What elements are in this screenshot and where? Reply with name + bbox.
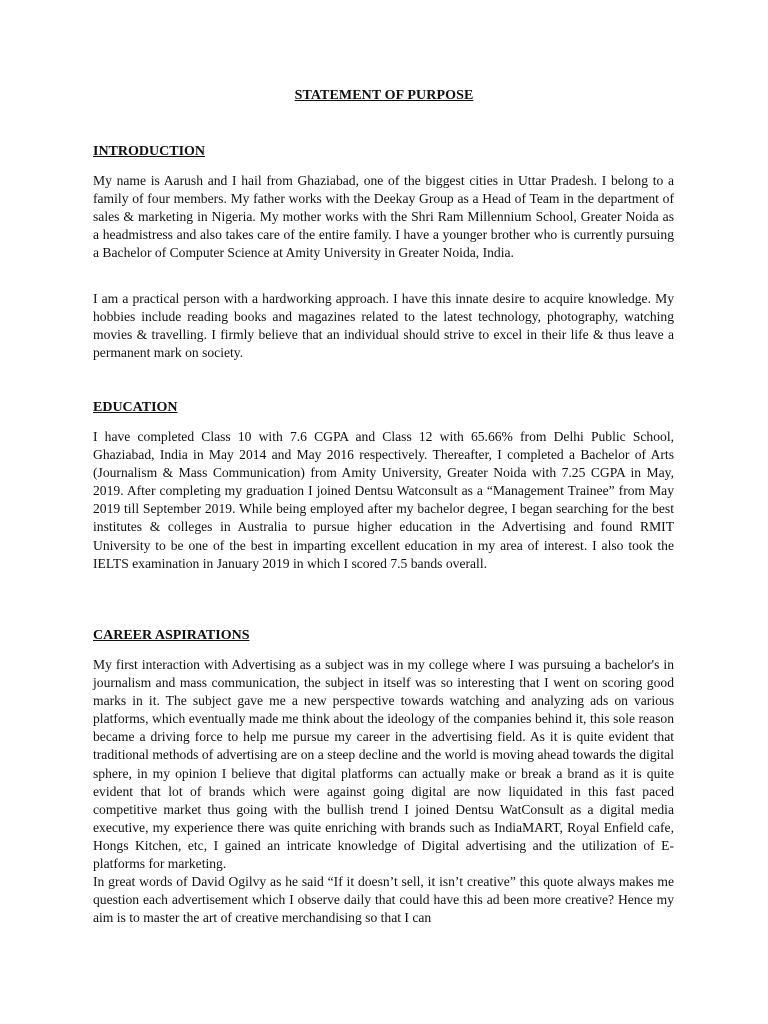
- section-heading-career-aspirations: CAREER ASPIRATIONS: [93, 628, 250, 643]
- education-paragraph: I have completed Class 10 with 7.6 CGPA and Class 12 with 65.66% from Delhi Public School, Ghaziabad, India in May 2014 and May 2016 respectively. Thereafter, I completed a Bachelor of Arts (Journalism & Mass Communication) from Amity University, Greater Noida with 7.25 CGPA in May, 2019. After completing my graduation I joined Dentsu Watconsult as a “Management Trainee” from May 2019 till September 2019. While being employed after my bachelor degree, I began searching for the best institutes & colleges in Australia to pursue higher education in the Advertising and found RMIT University to be one of the best in imparting excellent education in my area of interest. I also took the IELTS examination in January 2019 in which I scored 7.5 bands overall.: [93, 429, 674, 571]
- section-heading-introduction: INTRODUCTION: [93, 144, 206, 159]
- document-title: STATEMENT OF PURPOSE: [294, 88, 474, 103]
- introduction-paragraph-2: I am a practical person with a hardworking approach. I have this innate desire to acquire knowledge. My hobbies include reading books and magazines related to the latest technology, photography, watching movies & travelling. I firmly believe that an individual should strive to excel in their life & thus leave a permanent mark on society.: [93, 291, 674, 361]
- career-aspirations-paragraph-2: In great words of David Ogilvy as he said “If it doesn’t sell, it isn’t creative” this quote always makes me question each advertisement which I observe daily that could have this ad been more creative? Hence my aim is to master the art of creative merchandising so that I can: [93, 874, 674, 926]
- section-heading-education: EDUCATION: [93, 400, 178, 415]
- introduction-paragraph-1: My name is Aarush and I hail from Ghaziabad, one of the biggest cities in Uttar Pradesh. I belong to a family of four members. My father works with the Deekay Group as a Head of Team in the department of sales & marketing in Nigeria. My mother works with the Shri Ram Millennium School, Greater Noida as a headmistress and also takes care of the entire family. I have a younger brother who is currently pursuing a Bachelor of Computer Science at Amity University in Greater Noida, India.: [93, 173, 674, 261]
- career-aspirations-paragraph-1: My first interaction with Advertising as a subject was in my college where I was pursuing a bachelor's in journalism and mass communication, the subject in itself was so interesting that I went on scoring good marks in it. The subject gave me a new perspective towards watching and analyzing ads on various platforms, which eventually made me think about the ideology of the companies behind it, this sole reason became a driving force to help me pursue my career in the advertising field. As it is quite evident that traditional methods of advertising are on a steep decline and the world is moving ahead towards the digital sphere, in my opinion I believe that digital platforms can actually make or break a brand as it is quite evident that lot of brands which were against going digital are now liquidated in this fast paced competitive market thus going with the bullish trend I joined Dentsu WatConsult as a digital media executive, my experience there was quite enriching with brands such as IndiaMART, Royal Enfield cafe, Hongs Kitchen, etc, I gained an intricate knowledge of Digital advertising and the utilization of E-platforms for marketing.: [93, 657, 674, 872]
